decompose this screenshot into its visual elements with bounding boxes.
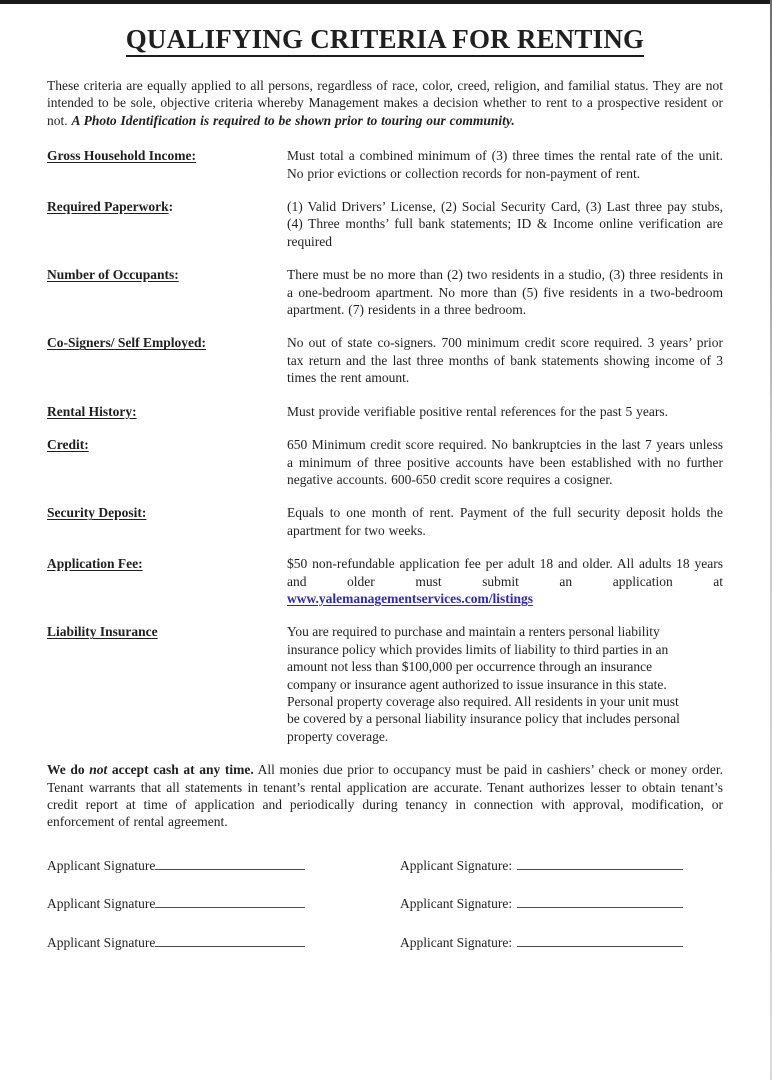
criteria-table [47, 147, 723, 745]
signature-block [47, 857, 723, 951]
criterion-label [47, 555, 287, 607]
footer-bold [47, 762, 254, 777]
signature-left [47, 934, 400, 951]
criterion-description: (1) Valid Drivers’ License, (2) Social Security Card, (3) Last three pay stubs, (4) Three months’ full bank statements; ID & Income online verification are required [287, 199, 723, 249]
criterion-description: No out of state co-signers. 700 minimum credit score required. 3 years’ prior tax return and the last three months of bank statements showing income of 3 times the rent amount. [287, 335, 723, 386]
signature-left-label: Applicant Signature [47, 896, 156, 912]
criterion-label-text: Liability Insurance [47, 624, 158, 640]
criterion-description: 650 Minimum credit score required. No bankruptcies in the last 7 years unless a minimum of three positive accounts have been established with no further negative accounts. 600-650 credit score requires a cosigner. [287, 437, 723, 487]
criterion-label-text: Security Deposit: [47, 505, 147, 521]
criterion-row [47, 266, 723, 318]
criterion-label-text: Number of Occupants: [47, 267, 179, 283]
criterion-row [47, 403, 723, 420]
criterion-description: Must total a combined minimum of (3) three times the rental rate of the unit. No prior evictions or collection records for non-payment of rent. [287, 148, 723, 181]
criterion-row [47, 198, 723, 250]
signature-line-left [155, 858, 305, 870]
intro-paragraph [47, 77, 723, 129]
criterion-label-text: Application Fee: [47, 556, 143, 572]
signature-right [400, 934, 683, 951]
criterion-row [47, 555, 723, 607]
criterion-label-text: Gross Household Income: [47, 148, 197, 164]
signature-row [47, 895, 723, 912]
criterion-description: $50 non-refundable application fee per adult 18 and older. All adults 18 years and older must submit an application at www.yalemanagementservices.com/listings [287, 556, 723, 606]
criterion-label [47, 623, 287, 745]
signature-line-left [155, 896, 305, 908]
signature-left-label: Applicant Signature [47, 857, 156, 873]
criterion-label [47, 436, 287, 488]
criterion-description: Equals to one month of rent. Payment of the full security deposit holds the apartment for two weeks. [287, 505, 723, 538]
criterion-description: Must provide verifiable positive rental references for the past 5 years. [287, 403, 668, 419]
intro-text: These criteria are equally applied to all persons, regardless of race, color, creed, religion, and familial status. They are not intended to be sole, objective criteria whereby Management makes a decision whether to rent to a prospective resident or not. [47, 78, 723, 128]
signature-line-right [517, 896, 683, 908]
criterion-label [47, 266, 287, 318]
signature-line-right [517, 858, 683, 870]
signature-right [400, 857, 683, 874]
listings-link[interactable]: www.yalemanagementservices.com/listings [287, 590, 533, 606]
footer-bold-italic-word: not [89, 762, 108, 778]
criterion-row [47, 623, 723, 745]
criterion-row [47, 147, 723, 182]
signature-line-right [517, 935, 683, 947]
criterion-label [47, 198, 287, 250]
page-title-text: QUALIFYING CRITERIA FOR RENTING [126, 24, 645, 57]
scan-edge-top [0, 0, 772, 4]
signature-right-label: Applicant Signature: [400, 857, 513, 873]
signature-line-left [155, 935, 305, 947]
criterion-label [47, 403, 287, 420]
criterion-label-text: Co-Signers/ Self Employed: [47, 335, 207, 351]
intro-bold-italic: A Photo Identification is required to be shown prior to touring our community. [71, 112, 515, 128]
signature-left [47, 895, 400, 912]
criterion-row [47, 334, 723, 386]
signature-row [47, 857, 723, 874]
criterion-row [47, 436, 723, 488]
criterion-label-text: Rental History: [47, 403, 137, 419]
criterion-description: There must be no more than (2) two residents in a studio, (3) three residents in a one-bedroom apartment. No more than (5) five residents in a two-bedroom apartment. (7) residents in a three bedroom. [287, 267, 723, 318]
criterion-label [47, 334, 287, 386]
criterion-label [47, 147, 287, 182]
signature-left [47, 857, 400, 874]
signature-left-label: Applicant Signature [47, 934, 156, 950]
footer-bold-prefix: We do [47, 762, 90, 778]
criterion-label-suffix: : [168, 199, 174, 215]
criterion-row [47, 504, 723, 539]
criterion-description: You are required to purchase and maintain a renters personal liability insurance policy which provides limits of liability to third parties in an amount not less than $100,000 per occurrence through an insurance company or insurance agent authorized to issue insurance in this state. Personal property coverage also required. All residents in your unit must be covered by a personal liability insurance policy that includes personal property coverage. [287, 624, 680, 744]
signature-row [47, 934, 723, 951]
page-title [47, 24, 723, 55]
criterion-label-text: Required Paperwork [47, 199, 169, 215]
signature-right-label: Applicant Signature: [400, 896, 513, 912]
signature-right [400, 895, 683, 912]
criterion-label [47, 504, 287, 539]
criterion-label-text: Credit: [47, 437, 89, 453]
footer-paragraph [47, 761, 723, 831]
footer-text: All monies due prior to occupancy must be paid in cashiers’ check or money order. Tenant warrants that all statements in tenant’s rental application are accurate. Tenant authorizes lesser to obtain tenant’s credit report at time of application and periodically during tenancy in connection with approval, modification, or enforcement of rental agreement. [47, 762, 723, 830]
footer-bold-suffix: accept cash at any time. [107, 762, 254, 778]
signature-right-label: Applicant Signature: [400, 934, 513, 950]
